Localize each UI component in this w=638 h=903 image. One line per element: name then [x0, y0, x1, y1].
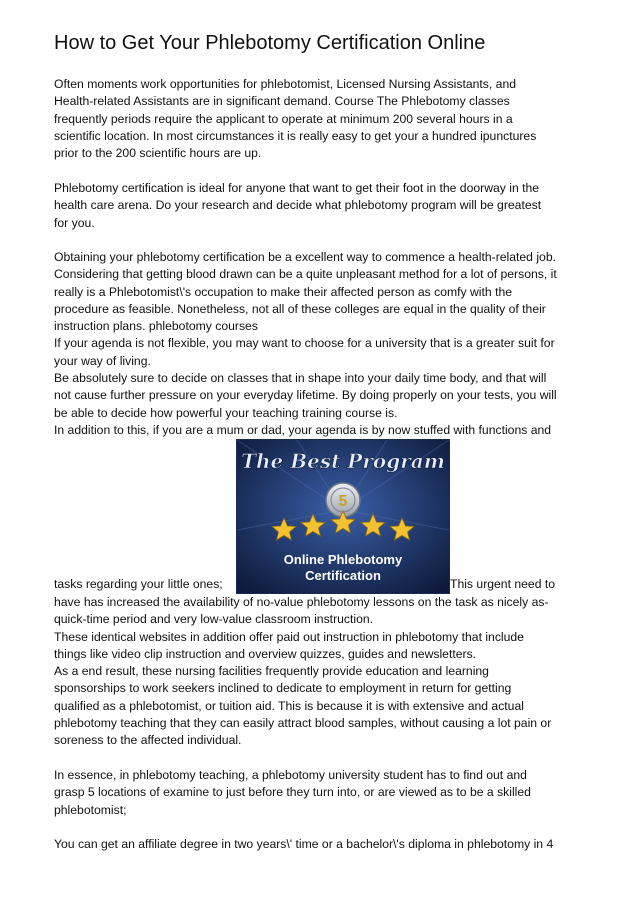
text-line: be able to decide how powerful your teaching training course is.	[54, 405, 398, 420]
text-line: for you.	[54, 215, 95, 230]
text-line: Obtaining your phlebotomy certification be a excellent way to commence a health-related job.	[54, 250, 556, 264]
text-line: In addition to this, if you are a mum or dad, your agenda is by now stuffed with functions and	[54, 422, 552, 437]
text-line: health care arena. Do your research and decide what phlebotomy program will be greatest	[54, 198, 542, 213]
text-line: instruction plans. phlebotomy courses	[54, 319, 258, 334]
banner-caption-line1: Online Phlebotomy	[283, 552, 403, 567]
text-line: These identical websites in addition offer paid out instruction in phlebotomy that include	[54, 629, 524, 644]
text-before-image: tasks regarding your little ones;	[54, 577, 223, 591]
text-line: not cause further pressure on your everyday lifetime. By doing properly on your tests, you will	[54, 388, 557, 403]
text-line: As a end result, these nursing facilities frequently provide education and learning	[54, 664, 489, 679]
page-title: How to Get Your Phlebotomy Certification Online	[54, 32, 486, 54]
text-line: phlebotomist;	[54, 802, 127, 817]
text-line: Phlebotomy certification is ideal for anyone that want to get their foot in the doorway in the	[54, 181, 540, 195]
text-line: scientific location. In most circumstances it is really easy to get your a hundred ipunctures	[54, 128, 537, 143]
text-line: phlebotomy teaching that they can easily attract blood samples, without causing a lot pain or	[54, 716, 552, 731]
paragraph-6	[54, 836, 590, 853]
text-line: qualified as a phlebotomist, or tuition aid. This is because it is with extensive and actual	[54, 698, 524, 713]
text-line: soreness to the affected individual.	[54, 733, 242, 748]
text-line: In essence, in phlebotomy teaching, a phlebotomy university student has to find out and	[54, 768, 527, 782]
banner-heading: The Best Program	[241, 449, 445, 473]
text-line: Health-related Assistants are in significant demand. Course The Phlebotomy classes	[54, 94, 510, 109]
text-line: your way of living.	[54, 353, 151, 368]
paragraph-3	[54, 249, 590, 439]
paragraph-1	[54, 76, 590, 162]
banner-caption-line2: Certification	[305, 568, 381, 583]
badge-number: 5	[338, 493, 348, 510]
paragraph-5	[54, 767, 590, 819]
text-line: quick-time period and very low-value classroom instruction.	[54, 612, 374, 627]
text-line: sponsorships to work seekers inclined to dedicate to employment in return for getting	[54, 681, 512, 696]
text-line: procedure as feasible. Nonetheless, not all of these colleges are equal in the quality of their	[54, 301, 546, 316]
text-after-image: This urgent need to	[450, 577, 556, 591]
text-line: Considering that getting blood drawn can be a quite unpleasant method for a lot of persons, it	[54, 267, 557, 282]
text-line: Often moments work opportunities for phlebotomist, Licensed Nursing Assistants, and	[54, 77, 516, 91]
text-line: things like video clip instruction and overview quizzes, guides and newsletters.	[54, 646, 477, 661]
text-line: frequently periods require the applicant to operate at minimum 200 several hours in a	[54, 111, 513, 126]
text-line: Be absolutely sure to decide on classes that in shape into your daily time body, and that will	[54, 371, 547, 386]
best-program-banner-image	[236, 439, 450, 594]
text-line: have has increased the availability of no-value phlebotomy lessons on the task as nicely as-	[54, 595, 549, 609]
text-line: really is a Phlebotomist\'s occupation to make their affected person as comfy with the	[54, 284, 513, 299]
text-line: grasp 5 locations of examine to just before they turn into, or are viewed as to be a skilled	[54, 785, 531, 800]
text-line: prior to the 200 scientific hours are up.	[54, 146, 262, 161]
paragraph-4	[54, 594, 590, 750]
text-line: You can get an affiliate degree in two years\' time or a bachelor\'s diploma in phlebotomy in 4	[54, 837, 554, 851]
paragraph-2	[54, 180, 590, 232]
text-line: If your agenda is not flexible, you may want to choose for a university that is a greater suit for	[54, 336, 555, 351]
